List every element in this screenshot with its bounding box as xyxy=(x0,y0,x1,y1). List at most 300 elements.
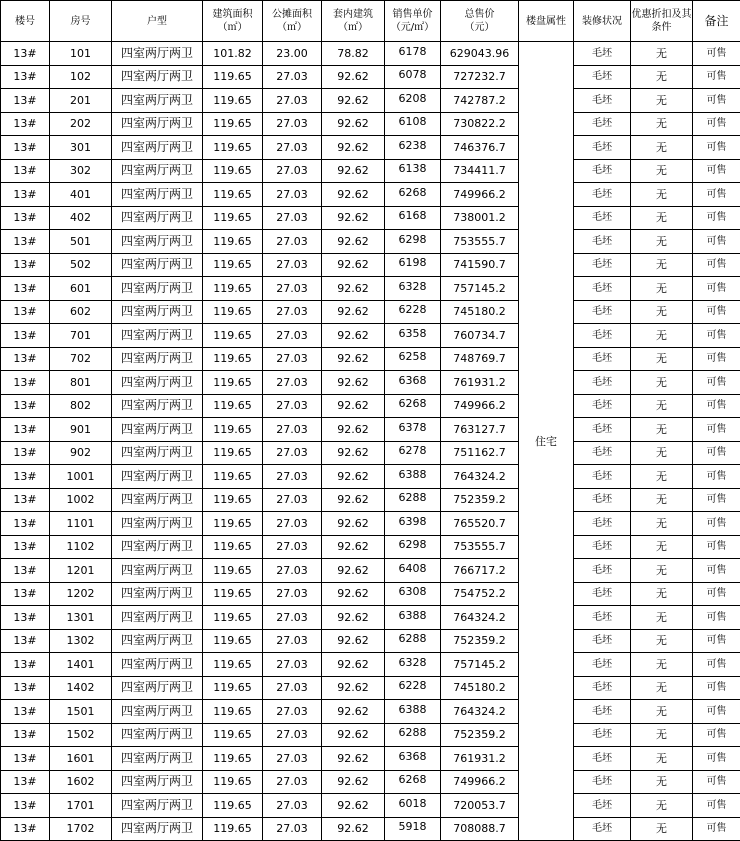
room-cell: 601 xyxy=(50,277,112,301)
total-price-cell: 753555.7 xyxy=(441,230,519,254)
total-price-cell: 749966.2 xyxy=(441,394,519,418)
total-price-cell: 629043.96 xyxy=(441,42,519,66)
building-cell: 13# xyxy=(1,700,50,724)
decoration-cell: 毛坯 xyxy=(574,347,631,371)
inner-area-cell: 92.62 xyxy=(322,747,385,771)
note-cell: 可售 xyxy=(693,512,740,536)
header-total-price xyxy=(441,1,519,42)
discount-cell: 无 xyxy=(631,418,693,442)
room-cell: 1102 xyxy=(50,535,112,559)
discount-cell: 无 xyxy=(631,465,693,489)
header-inner-area-unit: （㎡） xyxy=(322,21,384,34)
discount-cell: 无 xyxy=(631,723,693,747)
discount-cell: 无 xyxy=(631,112,693,136)
discount-cell: 无 xyxy=(631,747,693,771)
unit-price-cell: 5918 xyxy=(385,815,441,839)
header-floor-area xyxy=(203,1,263,42)
header-row xyxy=(1,1,740,42)
layout-cell: 四室两厅两卫 xyxy=(112,347,203,371)
room-cell: 1101 xyxy=(50,512,112,536)
room-cell: 301 xyxy=(50,136,112,160)
layout-cell: 四室两厅两卫 xyxy=(112,535,203,559)
decoration-cell: 毛坯 xyxy=(574,300,631,324)
shared-area-cell: 23.00 xyxy=(263,42,322,66)
shared-area-cell: 27.03 xyxy=(263,112,322,136)
decoration-cell: 毛坯 xyxy=(574,747,631,771)
inner-area-cell: 92.62 xyxy=(322,206,385,230)
discount-cell: 无 xyxy=(631,371,693,395)
total-price-cell: 734411.7 xyxy=(441,159,519,183)
note-cell: 可售 xyxy=(693,300,740,324)
room-cell: 1601 xyxy=(50,747,112,771)
inner-area-cell: 78.82 xyxy=(322,42,385,66)
layout-cell: 四室两厅两卫 xyxy=(112,606,203,630)
room-cell: 1701 xyxy=(50,794,112,818)
total-price-cell: 752359.2 xyxy=(441,629,519,653)
decoration-cell: 毛坯 xyxy=(574,324,631,348)
table-row xyxy=(1,112,740,136)
unit-price-cell: 6228 xyxy=(385,674,441,698)
unit-price-cell: 6328 xyxy=(385,651,441,675)
room-cell: 1301 xyxy=(50,606,112,630)
total-price-cell: 727232.7 xyxy=(441,65,519,89)
discount-cell: 无 xyxy=(631,629,693,653)
room-cell: 1302 xyxy=(50,629,112,653)
discount-cell: 无 xyxy=(631,206,693,230)
decoration-cell: 毛坯 xyxy=(574,277,631,301)
discount-cell: 无 xyxy=(631,347,693,371)
building-cell: 13# xyxy=(1,770,50,794)
table-row xyxy=(1,582,740,606)
building-cell: 13# xyxy=(1,465,50,489)
inner-area-cell: 92.62 xyxy=(322,324,385,348)
inner-area-cell: 92.62 xyxy=(322,559,385,583)
shared-area-cell: 27.03 xyxy=(263,653,322,677)
unit-price-cell: 6408 xyxy=(385,557,441,581)
discount-cell: 无 xyxy=(631,230,693,254)
floor-area-cell: 119.65 xyxy=(203,535,263,559)
layout-cell: 四室两厅两卫 xyxy=(112,136,203,160)
building-cell: 13# xyxy=(1,371,50,395)
inner-area-cell: 92.62 xyxy=(322,512,385,536)
unit-price-cell: 6108 xyxy=(385,110,441,134)
table-row xyxy=(1,723,740,747)
shared-area-cell: 27.03 xyxy=(263,159,322,183)
layout-cell: 四室两厅两卫 xyxy=(112,676,203,700)
building-cell: 13# xyxy=(1,723,50,747)
inner-area-cell: 92.62 xyxy=(322,653,385,677)
decoration-cell: 毛坯 xyxy=(574,723,631,747)
shared-area-cell: 27.03 xyxy=(263,324,322,348)
total-price-cell: 764324.2 xyxy=(441,606,519,630)
inner-area-cell: 92.62 xyxy=(322,606,385,630)
shared-area-cell: 27.03 xyxy=(263,747,322,771)
note-cell: 可售 xyxy=(693,371,740,395)
note-cell: 可售 xyxy=(693,559,740,583)
table-row xyxy=(1,324,740,348)
layout-cell: 四室两厅两卫 xyxy=(112,112,203,136)
header-total-price-unit: （元） xyxy=(441,21,518,34)
unit-price-cell: 6358 xyxy=(385,322,441,346)
room-cell: 801 xyxy=(50,371,112,395)
room-cell: 502 xyxy=(50,253,112,277)
shared-area-cell: 27.03 xyxy=(263,629,322,653)
inner-area-cell: 92.62 xyxy=(322,136,385,160)
note-cell: 可售 xyxy=(693,700,740,724)
room-cell: 501 xyxy=(50,230,112,254)
table-row xyxy=(1,700,740,724)
table-row xyxy=(1,277,740,301)
decoration-cell: 毛坯 xyxy=(574,371,631,395)
decoration-cell: 毛坯 xyxy=(574,582,631,606)
header-floor-area-unit: （㎡） xyxy=(203,21,262,34)
header-total-price-label: 总售价 xyxy=(441,8,518,21)
inner-area-cell: 92.62 xyxy=(322,488,385,512)
floor-area-cell: 119.65 xyxy=(203,277,263,301)
decoration-cell: 毛坯 xyxy=(574,89,631,113)
floor-area-cell: 119.65 xyxy=(203,770,263,794)
shared-area-cell: 27.03 xyxy=(263,535,322,559)
building-cell: 13# xyxy=(1,347,50,371)
shared-area-cell: 27.03 xyxy=(263,347,322,371)
inner-area-cell: 92.62 xyxy=(322,300,385,324)
unit-price-cell: 6298 xyxy=(385,533,441,557)
note-cell: 可售 xyxy=(693,89,740,113)
unit-price-cell: 6168 xyxy=(385,204,441,228)
decoration-cell: 毛坯 xyxy=(574,441,631,465)
header-unit-price xyxy=(385,1,441,42)
table-row xyxy=(1,629,740,653)
shared-area-cell: 27.03 xyxy=(263,488,322,512)
building-cell: 13# xyxy=(1,794,50,818)
table-row xyxy=(1,676,740,700)
header-building: 楼号 xyxy=(1,1,50,42)
shared-area-cell: 27.03 xyxy=(263,206,322,230)
shared-area-cell: 27.03 xyxy=(263,582,322,606)
total-price-cell: 752359.2 xyxy=(441,723,519,747)
table-row xyxy=(1,183,740,207)
note-cell: 可售 xyxy=(693,277,740,301)
building-cell: 13# xyxy=(1,488,50,512)
inner-area-cell: 92.62 xyxy=(322,183,385,207)
shared-area-cell: 27.03 xyxy=(263,394,322,418)
header-floor-area-label: 建筑面积 xyxy=(203,8,262,21)
note-cell: 可售 xyxy=(693,112,740,136)
floor-area-cell: 119.65 xyxy=(203,206,263,230)
shared-area-cell: 27.03 xyxy=(263,512,322,536)
building-cell: 13# xyxy=(1,653,50,677)
header-room: 房号 xyxy=(50,1,112,42)
floor-area-cell: 119.65 xyxy=(203,582,263,606)
shared-area-cell: 27.03 xyxy=(263,723,322,747)
discount-cell: 无 xyxy=(631,817,693,841)
building-cell: 13# xyxy=(1,512,50,536)
note-cell: 可售 xyxy=(693,582,740,606)
shared-area-cell: 27.03 xyxy=(263,89,322,113)
inner-area-cell: 92.62 xyxy=(322,371,385,395)
decoration-cell: 毛坯 xyxy=(574,817,631,841)
total-price-cell: 738001.2 xyxy=(441,206,519,230)
property-type-cell: 住宅 xyxy=(519,42,574,841)
discount-cell: 无 xyxy=(631,535,693,559)
header-note: 备注 xyxy=(693,1,740,42)
layout-cell: 四室两厅两卫 xyxy=(112,42,203,66)
decoration-cell: 毛坯 xyxy=(574,418,631,442)
total-price-cell: 746376.7 xyxy=(441,136,519,160)
total-price-cell: 741590.7 xyxy=(441,253,519,277)
table-row xyxy=(1,559,740,583)
layout-cell: 四室两厅两卫 xyxy=(112,418,203,442)
building-cell: 13# xyxy=(1,300,50,324)
building-cell: 13# xyxy=(1,582,50,606)
layout-cell: 四室两厅两卫 xyxy=(112,747,203,771)
total-price-cell: 742787.2 xyxy=(441,89,519,113)
building-cell: 13# xyxy=(1,441,50,465)
shared-area-cell: 27.03 xyxy=(263,606,322,630)
building-cell: 13# xyxy=(1,159,50,183)
building-cell: 13# xyxy=(1,183,50,207)
discount-cell: 无 xyxy=(631,770,693,794)
floor-area-cell: 119.65 xyxy=(203,300,263,324)
layout-cell: 四室两厅两卫 xyxy=(112,253,203,277)
note-cell: 可售 xyxy=(693,747,740,771)
building-cell: 13# xyxy=(1,676,50,700)
unit-price-cell: 6018 xyxy=(385,792,441,816)
note-cell: 可售 xyxy=(693,206,740,230)
table-row xyxy=(1,253,740,277)
room-cell: 602 xyxy=(50,300,112,324)
room-cell: 1501 xyxy=(50,700,112,724)
layout-cell: 四室两厅两卫 xyxy=(112,300,203,324)
note-cell: 可售 xyxy=(693,770,740,794)
shared-area-cell: 27.03 xyxy=(263,371,322,395)
building-cell: 13# xyxy=(1,535,50,559)
header-layout: 户型 xyxy=(112,1,203,42)
decoration-cell: 毛坯 xyxy=(574,65,631,89)
shared-area-cell: 27.03 xyxy=(263,136,322,160)
layout-cell: 四室两厅两卫 xyxy=(112,206,203,230)
note-cell: 可售 xyxy=(693,676,740,700)
header-unit-price-label: 销售单价 xyxy=(385,8,440,21)
building-cell: 13# xyxy=(1,230,50,254)
unit-price-cell: 6288 xyxy=(385,721,441,745)
layout-cell: 四室两厅两卫 xyxy=(112,371,203,395)
inner-area-cell: 92.62 xyxy=(322,65,385,89)
discount-cell: 无 xyxy=(631,676,693,700)
decoration-cell: 毛坯 xyxy=(574,770,631,794)
shared-area-cell: 27.03 xyxy=(263,277,322,301)
note-cell: 可售 xyxy=(693,324,740,348)
discount-cell: 无 xyxy=(631,512,693,536)
decoration-cell: 毛坯 xyxy=(574,42,631,66)
total-price-cell: 765520.7 xyxy=(441,512,519,536)
table-row xyxy=(1,794,740,818)
floor-area-cell: 119.65 xyxy=(203,606,263,630)
floor-area-cell: 119.65 xyxy=(203,653,263,677)
note-cell: 可售 xyxy=(693,159,740,183)
shared-area-cell: 27.03 xyxy=(263,676,322,700)
building-cell: 13# xyxy=(1,606,50,630)
unit-price-cell: 6288 xyxy=(385,627,441,651)
note-cell: 可售 xyxy=(693,817,740,841)
table-row xyxy=(1,206,740,230)
header-shared-area xyxy=(263,1,322,42)
unit-price-cell: 6268 xyxy=(385,181,441,205)
discount-cell: 无 xyxy=(631,65,693,89)
inner-area-cell: 92.62 xyxy=(322,253,385,277)
note-cell: 可售 xyxy=(693,441,740,465)
building-cell: 13# xyxy=(1,42,50,66)
building-cell: 13# xyxy=(1,112,50,136)
table-row xyxy=(1,488,740,512)
room-cell: 101 xyxy=(50,42,112,66)
decoration-cell: 毛坯 xyxy=(574,559,631,583)
decoration-cell: 毛坯 xyxy=(574,653,631,677)
room-cell: 1202 xyxy=(50,582,112,606)
inner-area-cell: 92.62 xyxy=(322,159,385,183)
shared-area-cell: 27.03 xyxy=(263,253,322,277)
header-shared-area-label: 公摊面积 xyxy=(263,8,321,21)
inner-area-cell: 92.62 xyxy=(322,112,385,136)
room-cell: 102 xyxy=(50,65,112,89)
room-cell: 302 xyxy=(50,159,112,183)
shared-area-cell: 27.03 xyxy=(263,300,322,324)
discount-cell: 无 xyxy=(631,794,693,818)
table-row xyxy=(1,606,740,630)
floor-area-cell: 119.65 xyxy=(203,817,263,841)
floor-area-cell: 119.65 xyxy=(203,112,263,136)
total-price-cell: 749966.2 xyxy=(441,183,519,207)
note-cell: 可售 xyxy=(693,653,740,677)
table-row xyxy=(1,770,740,794)
layout-cell: 四室两厅两卫 xyxy=(112,394,203,418)
note-cell: 可售 xyxy=(693,465,740,489)
table-row xyxy=(1,747,740,771)
room-cell: 402 xyxy=(50,206,112,230)
table-row xyxy=(1,817,740,841)
discount-cell: 无 xyxy=(631,183,693,207)
shared-area-cell: 27.03 xyxy=(263,559,322,583)
note-cell: 可售 xyxy=(693,394,740,418)
unit-price-cell: 6228 xyxy=(385,298,441,322)
shared-area-cell: 27.03 xyxy=(263,65,322,89)
shared-area-cell: 27.03 xyxy=(263,183,322,207)
note-cell: 可售 xyxy=(693,535,740,559)
floor-area-cell: 119.65 xyxy=(203,723,263,747)
room-cell: 202 xyxy=(50,112,112,136)
room-cell: 701 xyxy=(50,324,112,348)
shared-area-cell: 27.03 xyxy=(263,441,322,465)
layout-cell: 四室两厅两卫 xyxy=(112,441,203,465)
layout-cell: 四室两厅两卫 xyxy=(112,700,203,724)
floor-area-cell: 119.65 xyxy=(203,253,263,277)
unit-price-cell: 6078 xyxy=(385,63,441,87)
room-cell: 401 xyxy=(50,183,112,207)
discount-cell: 无 xyxy=(631,89,693,113)
note-cell: 可售 xyxy=(693,794,740,818)
table-row xyxy=(1,418,740,442)
total-price-cell: 757145.2 xyxy=(441,653,519,677)
room-cell: 702 xyxy=(50,347,112,371)
total-price-cell: 708088.7 xyxy=(441,817,519,841)
unit-price-cell: 6328 xyxy=(385,275,441,299)
shared-area-cell: 27.03 xyxy=(263,770,322,794)
floor-area-cell: 119.65 xyxy=(203,230,263,254)
discount-cell: 无 xyxy=(631,559,693,583)
table-row xyxy=(1,535,740,559)
table-row xyxy=(1,371,740,395)
inner-area-cell: 92.62 xyxy=(322,277,385,301)
total-price-cell: 745180.2 xyxy=(441,676,519,700)
inner-area-cell: 92.62 xyxy=(322,418,385,442)
unit-price-cell: 6208 xyxy=(385,87,441,111)
discount-cell: 无 xyxy=(631,582,693,606)
decoration-cell: 毛坯 xyxy=(574,159,631,183)
shared-area-cell: 27.03 xyxy=(263,794,322,818)
room-cell: 1002 xyxy=(50,488,112,512)
layout-cell: 四室两厅两卫 xyxy=(112,770,203,794)
note-cell: 可售 xyxy=(693,606,740,630)
total-price-cell: 754752.2 xyxy=(441,582,519,606)
discount-cell: 无 xyxy=(631,253,693,277)
header-unit-price-unit: （元/㎡） xyxy=(385,21,440,34)
discount-cell: 无 xyxy=(631,300,693,324)
note-cell: 可售 xyxy=(693,488,740,512)
building-cell: 13# xyxy=(1,817,50,841)
total-price-cell: 748769.7 xyxy=(441,347,519,371)
shared-area-cell: 27.03 xyxy=(263,418,322,442)
note-cell: 可售 xyxy=(693,230,740,254)
layout-cell: 四室两厅两卫 xyxy=(112,794,203,818)
floor-area-cell: 119.65 xyxy=(203,629,263,653)
discount-cell: 无 xyxy=(631,606,693,630)
decoration-cell: 毛坯 xyxy=(574,230,631,254)
unit-price-cell: 6268 xyxy=(385,768,441,792)
total-price-cell: 764324.2 xyxy=(441,465,519,489)
floor-area-cell: 119.65 xyxy=(203,418,263,442)
building-cell: 13# xyxy=(1,629,50,653)
floor-area-cell: 119.65 xyxy=(203,700,263,724)
table-body xyxy=(1,42,740,841)
unit-price-cell: 6138 xyxy=(385,157,441,181)
room-cell: 201 xyxy=(50,89,112,113)
decoration-cell: 毛坯 xyxy=(574,512,631,536)
unit-price-cell: 6278 xyxy=(385,439,441,463)
inner-area-cell: 92.62 xyxy=(322,770,385,794)
total-price-cell: 766717.2 xyxy=(441,559,519,583)
decoration-cell: 毛坯 xyxy=(574,488,631,512)
building-cell: 13# xyxy=(1,89,50,113)
unit-price-cell: 6268 xyxy=(385,392,441,416)
note-cell: 可售 xyxy=(693,183,740,207)
note-cell: 可售 xyxy=(693,253,740,277)
total-price-cell: 763127.7 xyxy=(441,418,519,442)
layout-cell: 四室两厅两卫 xyxy=(112,465,203,489)
unit-price-cell: 6308 xyxy=(385,580,441,604)
discount-cell: 无 xyxy=(631,42,693,66)
table-row xyxy=(1,65,740,89)
discount-cell: 无 xyxy=(631,488,693,512)
layout-cell: 四室两厅两卫 xyxy=(112,817,203,841)
inner-area-cell: 92.62 xyxy=(322,676,385,700)
layout-cell: 四室两厅两卫 xyxy=(112,559,203,583)
note-cell: 可售 xyxy=(693,723,740,747)
building-cell: 13# xyxy=(1,253,50,277)
floor-area-cell: 119.65 xyxy=(203,676,263,700)
decoration-cell: 毛坯 xyxy=(574,794,631,818)
layout-cell: 四室两厅两卫 xyxy=(112,183,203,207)
floor-area-cell: 119.65 xyxy=(203,794,263,818)
